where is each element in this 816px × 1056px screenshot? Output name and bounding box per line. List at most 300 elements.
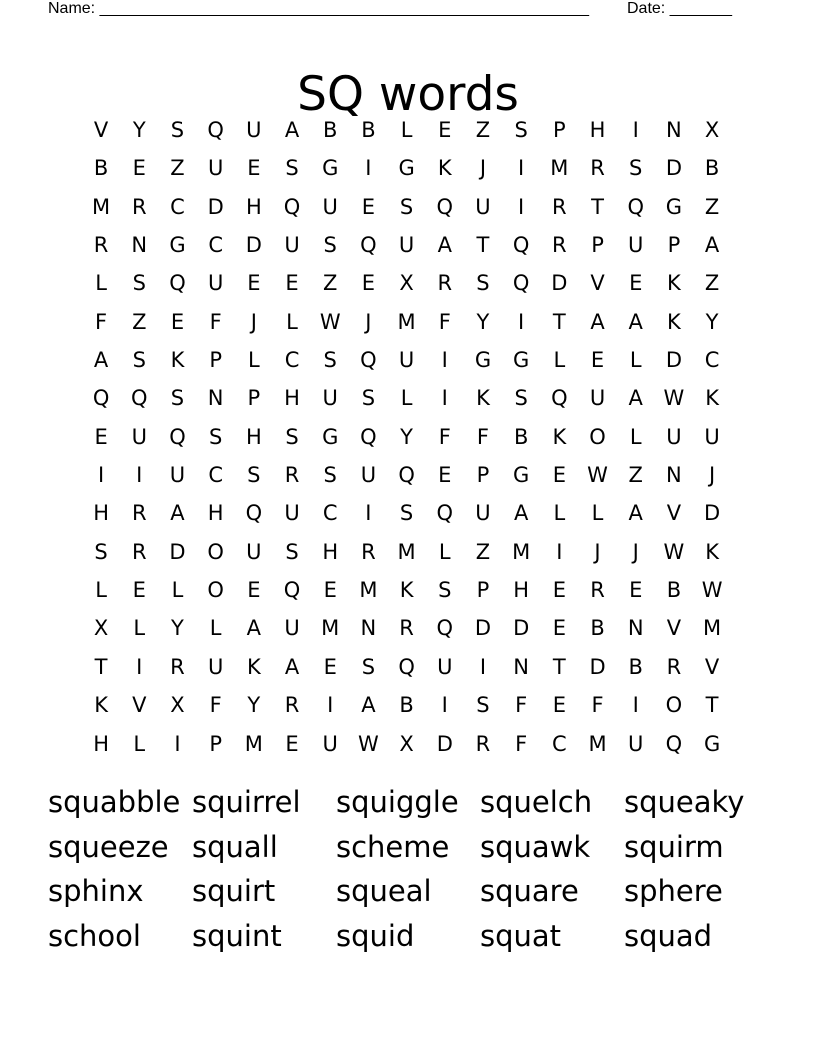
grid-letter[interactable]: E (94, 424, 108, 449)
grid-letter[interactable]: I (365, 501, 372, 526)
grid-letter[interactable]: R (437, 271, 453, 296)
grid-letter[interactable]: P (476, 578, 490, 603)
grid-letter[interactable]: N (666, 463, 682, 488)
grid-letter[interactable]: H (322, 539, 339, 564)
grid-letter[interactable]: W (663, 386, 685, 411)
grid-letter[interactable]: E (361, 271, 376, 296)
grid-letter[interactable]: A (628, 386, 643, 411)
grid-letter[interactable]: U (704, 424, 720, 449)
grid-letter[interactable]: D (474, 616, 492, 641)
grid-letter[interactable]: U (628, 233, 644, 258)
grid-letter[interactable]: C (704, 348, 720, 373)
grid-letter[interactable]: G (703, 731, 721, 756)
grid-letter[interactable]: L (400, 386, 413, 411)
grid-letter[interactable]: F (591, 693, 604, 718)
grid-letter[interactable]: I (632, 693, 639, 718)
grid-letter[interactable]: T (591, 194, 604, 219)
grid-letter[interactable]: D (436, 731, 453, 756)
grid-letter[interactable]: I (441, 693, 448, 718)
word-list-item: squad (624, 918, 713, 953)
grid-letter[interactable]: Q (512, 271, 530, 296)
grid-letter[interactable]: M (321, 616, 340, 641)
grid-letter[interactable]: W (701, 578, 723, 603)
grid-letter[interactable]: E (247, 271, 261, 296)
grid-letter[interactable]: D (245, 233, 262, 258)
grid-letter[interactable]: U (284, 616, 300, 641)
grid-letter[interactable]: H (589, 118, 606, 142)
grid-letter[interactable]: Q (360, 348, 377, 373)
word-list-row (48, 870, 768, 915)
grid-letter[interactable]: D (207, 194, 224, 219)
grid-letter[interactable]: L (553, 501, 566, 526)
grid-letter[interactable]: I (327, 693, 334, 718)
grid-letter[interactable]: U (169, 463, 186, 488)
grid-letter[interactable]: E (438, 463, 452, 488)
grid-letter[interactable]: K (170, 348, 185, 373)
grid-letter[interactable]: B (399, 693, 414, 718)
grid-letter[interactable]: U (628, 731, 644, 756)
grid-letter[interactable]: C (170, 194, 185, 219)
grid-letter[interactable]: L (591, 501, 604, 526)
grid-letter[interactable]: J (479, 156, 487, 181)
grid-letter[interactable]: B (590, 616, 605, 641)
grid-letter[interactable]: C (322, 501, 338, 526)
grid-letter[interactable]: L (95, 271, 107, 296)
grid-letter[interactable]: E (132, 578, 146, 603)
grid-letter[interactable]: E (590, 348, 605, 373)
grid-letter[interactable]: E (629, 271, 643, 296)
grid-letter[interactable]: P (209, 348, 222, 373)
grid-letter[interactable]: X (399, 731, 414, 756)
grid-letter[interactable]: I (136, 654, 143, 679)
grid-letter[interactable]: Q (283, 194, 301, 219)
grid-letter[interactable]: I (365, 156, 372, 181)
grid-letter[interactable]: D (169, 539, 186, 564)
grid-letter[interactable]: E (132, 156, 146, 181)
grid-letter[interactable]: S (132, 348, 146, 373)
grid-letter[interactable]: S (361, 386, 376, 411)
grid-letter[interactable]: Y (132, 118, 146, 142)
grid-letter[interactable]: S (476, 693, 490, 718)
grid-letter[interactable]: Q (131, 386, 148, 411)
grid-letter[interactable]: S (247, 463, 261, 488)
grid-letter[interactable]: Z (704, 194, 720, 219)
grid-letter[interactable]: A (284, 118, 300, 142)
grid-letter[interactable]: D (589, 654, 606, 679)
grid-letter[interactable]: W (663, 539, 685, 564)
grid-letter[interactable]: I (556, 539, 563, 564)
grid-letter[interactable]: D (551, 271, 568, 296)
grid-letter[interactable]: I (518, 309, 525, 334)
grid-letter[interactable]: S (399, 501, 414, 526)
grid-letter[interactable]: L (438, 539, 451, 564)
grid-letter[interactable]: H (245, 424, 262, 449)
grid-letter[interactable]: M (244, 731, 263, 756)
grid-letter[interactable]: V (704, 654, 720, 679)
grid-letter[interactable]: X (704, 118, 720, 142)
grid-letter[interactable]: H (245, 194, 262, 219)
grid-letter[interactable]: Z (170, 156, 185, 181)
grid-letter[interactable]: E (247, 578, 261, 603)
grid-letter[interactable]: A (361, 693, 376, 718)
grid-letter[interactable]: S (208, 424, 223, 449)
grid-letter[interactable]: R (552, 233, 567, 258)
grid-letter[interactable]: U (589, 386, 606, 411)
grid-letter[interactable]: G (398, 156, 415, 181)
grid-letter[interactable]: G (169, 233, 186, 258)
grid-letter[interactable]: S (285, 539, 299, 564)
grid-letter[interactable]: S (323, 348, 337, 373)
grid-letter[interactable]: E (323, 654, 337, 679)
grid-letter[interactable]: Y (247, 693, 261, 718)
grid-letter[interactable]: S (476, 271, 490, 296)
grid-letter[interactable]: R (131, 501, 147, 526)
grid-letter[interactable]: Z (704, 271, 720, 296)
grid-letter[interactable]: K (705, 386, 719, 411)
grid-letter[interactable]: G (513, 348, 530, 373)
grid-letter[interactable]: B (666, 578, 682, 603)
grid-letter[interactable]: U (398, 233, 415, 258)
grid-letter[interactable]: S (629, 156, 643, 181)
grid-letter[interactable]: F (95, 309, 108, 334)
grid-letter[interactable]: R (590, 156, 605, 181)
grid-letter[interactable]: D (665, 156, 682, 181)
grid-letter[interactable]: N (207, 386, 224, 411)
grid-letter[interactable]: H (207, 501, 224, 526)
grid-letter[interactable]: I (441, 386, 448, 411)
grid-letter[interactable]: W (319, 309, 341, 334)
grid-letter[interactable]: U (246, 539, 262, 564)
grid-letter[interactable]: U (666, 424, 682, 449)
grid-letter[interactable]: B (93, 156, 109, 181)
grid-letter[interactable]: S (514, 386, 528, 411)
grid-letter[interactable]: Q (92, 386, 110, 411)
grid-letter[interactable]: U (475, 194, 491, 219)
grid-row (82, 149, 732, 187)
date-field[interactable]: Date: _______ (627, 0, 732, 17)
grid-letter[interactable]: U (284, 233, 300, 258)
grid-letter[interactable]: T (476, 233, 490, 258)
grid-letter[interactable]: M (397, 539, 416, 564)
grid-letter[interactable]: F (438, 309, 451, 334)
grid-letter[interactable]: R (361, 539, 376, 564)
grid-letter[interactable]: L (133, 616, 146, 641)
grid-letter[interactable]: Y (705, 309, 719, 334)
grid-letter[interactable]: E (552, 463, 566, 488)
grid-letter[interactable]: K (246, 654, 261, 679)
grid-letter[interactable]: S (170, 118, 185, 142)
grid-letter[interactable]: A (93, 348, 109, 373)
grid-letter[interactable]: F (515, 693, 528, 718)
grid-letter[interactable]: P (209, 731, 222, 756)
grid-letter[interactable]: F (209, 309, 222, 334)
grid-letter[interactable]: Z (475, 539, 491, 564)
grid-letter[interactable]: T (552, 654, 566, 679)
grid-letter[interactable]: B (513, 424, 529, 449)
grid-letter[interactable]: U (246, 118, 262, 142)
grid-letter[interactable]: I (518, 156, 525, 181)
grid-letter[interactable]: M (588, 731, 607, 756)
grid-letter[interactable]: Q (360, 424, 377, 449)
grid-letter[interactable]: X (93, 616, 109, 641)
grid-letter[interactable]: V (590, 271, 605, 296)
grid-letter[interactable]: R (284, 693, 300, 718)
grid-letter[interactable]: A (628, 501, 643, 526)
grid-letter[interactable]: P (591, 233, 604, 258)
grid-letter[interactable]: Z (628, 463, 643, 488)
grid-letter[interactable]: Q (551, 386, 568, 411)
grid-letter[interactable]: Q (283, 578, 301, 603)
grid-letter[interactable]: J (708, 463, 716, 488)
grid-letter[interactable]: S (285, 156, 299, 181)
grid-letter[interactable]: U (322, 386, 338, 411)
grid-letter[interactable]: S (132, 271, 146, 296)
grid-letter[interactable]: Z (475, 118, 491, 142)
grid-letter[interactable]: K (399, 578, 414, 603)
grid-letter[interactable]: S (514, 118, 528, 142)
grid-letter[interactable]: M (359, 578, 378, 603)
grid-letter[interactable]: L (247, 348, 260, 373)
grid-letter[interactable]: U (284, 501, 300, 526)
grid-letter[interactable]: R (475, 731, 491, 756)
grid-letter[interactable]: L (133, 731, 146, 756)
grid-letter[interactable]: D (665, 348, 682, 373)
grid-letter[interactable]: R (552, 194, 567, 219)
grid-letter[interactable]: S (361, 654, 376, 679)
grid-letter[interactable]: Y (171, 616, 184, 641)
grid-letter[interactable]: V (666, 616, 682, 641)
grid-letter[interactable]: U (322, 194, 338, 219)
grid-letter[interactable]: P (667, 233, 681, 258)
grid-letter[interactable]: I (479, 654, 487, 679)
grid-letter[interactable]: L (400, 118, 413, 142)
grid-letter[interactable]: E (552, 616, 566, 641)
grid-letter[interactable]: D (513, 616, 530, 641)
grid-letter[interactable]: K (705, 539, 719, 564)
grid-letter[interactable]: E (552, 693, 566, 718)
grid-letter[interactable]: N (131, 233, 148, 258)
grid-letter[interactable]: Q (245, 501, 263, 526)
grid-letter[interactable]: N (513, 654, 530, 679)
grid-letter[interactable]: W (358, 731, 379, 756)
grid-letter[interactable]: W (587, 463, 608, 488)
grid-letter[interactable]: U (398, 348, 415, 373)
word-list-item: squat (480, 918, 562, 953)
grid-letter[interactable]: G (322, 156, 339, 181)
grid-letter[interactable]: G (665, 194, 683, 219)
grid-letter[interactable]: L (629, 348, 642, 373)
grid-letter[interactable]: L (629, 424, 642, 449)
grid-letter[interactable]: X (399, 271, 414, 296)
grid-letter[interactable]: Q (207, 118, 224, 142)
grid-letter[interactable]: M (703, 616, 722, 641)
grid-letter[interactable]: U (207, 271, 224, 296)
grid-letter[interactable]: M (92, 194, 111, 219)
grid-letter[interactable]: H (93, 731, 109, 756)
grid-letter[interactable]: K (476, 386, 490, 411)
grid-letter[interactable]: F (476, 424, 490, 449)
grid-letter[interactable]: N (627, 616, 644, 641)
grid-letter[interactable]: J (250, 309, 257, 334)
grid-letter[interactable]: Q (436, 616, 454, 641)
grid-letter[interactable]: E (285, 731, 299, 756)
grid-letter[interactable]: E (285, 271, 299, 296)
grid-letter[interactable]: E (552, 578, 566, 603)
grid-letter[interactable]: R (93, 233, 109, 258)
grid-letter[interactable]: U (322, 731, 338, 756)
grid-letter[interactable]: U (207, 156, 224, 181)
grid-letter[interactable]: Q (665, 731, 683, 756)
grid-letter[interactable]: E (361, 194, 376, 219)
grid-letter[interactable]: H (93, 501, 109, 526)
grid-letter[interactable]: R (131, 539, 147, 564)
grid-letter[interactable]: K (94, 693, 108, 718)
grid-letter[interactable]: A (284, 654, 300, 679)
grid-letter[interactable]: R (284, 463, 300, 488)
grid-letter[interactable]: P (247, 386, 261, 411)
grid-letter[interactable]: K (667, 271, 681, 296)
grid-letter[interactable]: I (136, 463, 143, 488)
grid-letter[interactable]: E (170, 309, 185, 334)
grid-letter[interactable]: T (552, 309, 566, 334)
grid-letter[interactable]: L (209, 616, 222, 641)
grid-letter[interactable]: S (438, 578, 452, 603)
grid-letter[interactable]: E (323, 578, 337, 603)
grid-letter[interactable]: D (704, 501, 721, 526)
grid-row (82, 303, 732, 341)
grid-letter[interactable]: M (512, 539, 531, 564)
grid-letter[interactable]: C (284, 348, 300, 373)
name-field[interactable]: Name: _______________________________________________________ (48, 0, 589, 17)
grid-letter[interactable]: Q (512, 233, 530, 258)
grid-letter[interactable]: J (594, 539, 601, 564)
grid-letter[interactable]: V (93, 118, 109, 142)
grid-letter[interactable]: K (552, 424, 567, 449)
grid-letter[interactable]: E (629, 578, 643, 603)
grid-letter[interactable]: J (632, 539, 639, 564)
grid-letter[interactable]: Q (169, 271, 186, 296)
grid-letter[interactable]: Q (398, 654, 415, 679)
grid-letter[interactable]: H (284, 386, 300, 411)
grid-letter[interactable]: V (666, 501, 682, 526)
grid-letter[interactable]: R (399, 616, 414, 641)
grid-letter[interactable]: L (171, 578, 184, 603)
grid-letter[interactable]: Q (360, 233, 377, 258)
grid-letter[interactable]: L (95, 578, 107, 603)
grid-letter[interactable]: U (131, 424, 147, 449)
grid-letter[interactable]: Q (436, 194, 454, 219)
grid-letter[interactable]: N (360, 616, 377, 641)
grid-letter[interactable]: A (437, 233, 452, 258)
grid-letter[interactable]: O (589, 424, 606, 449)
grid-letter[interactable]: G (474, 348, 492, 373)
grid-letter[interactable]: X (170, 693, 185, 718)
grid-letter[interactable]: R (666, 654, 682, 679)
grid-letter[interactable]: K (667, 309, 681, 334)
grid-letter[interactable]: T (705, 693, 719, 718)
grid-letter[interactable]: I (174, 731, 181, 756)
grid-letter[interactable]: A (704, 233, 720, 258)
grid-letter[interactable]: Y (476, 309, 490, 334)
grid-letter[interactable]: G (322, 424, 339, 449)
grid-letter[interactable]: U (207, 654, 224, 679)
grid-letter[interactable]: J (365, 309, 372, 334)
grid-letter[interactable]: I (97, 463, 105, 488)
grid-letter[interactable]: S (399, 194, 414, 219)
grid-letter[interactable]: E (247, 156, 261, 181)
grid-letter[interactable]: S (323, 233, 337, 258)
grid-letter[interactable]: F (515, 731, 528, 756)
grid-letter[interactable]: F (438, 424, 451, 449)
grid-letter[interactable]: N (666, 118, 682, 142)
grid-row (82, 188, 732, 226)
grid-letter[interactable]: I (518, 194, 525, 219)
grid-letter[interactable]: A (246, 616, 262, 641)
grid-letter[interactable]: S (285, 424, 299, 449)
grid-letter[interactable]: B (628, 654, 643, 679)
grid-letter[interactable]: G (513, 463, 530, 488)
grid-letter[interactable]: U (437, 654, 453, 679)
grid-letter[interactable]: I (441, 348, 448, 373)
grid-letter[interactable]: L (286, 309, 298, 334)
grid-letter[interactable]: C (552, 731, 567, 756)
grid-letter[interactable]: A (628, 309, 643, 334)
grid-letter[interactable]: V (132, 693, 147, 718)
grid-letter[interactable]: P (476, 463, 490, 488)
grid-letter[interactable]: Q (627, 194, 644, 219)
grid-letter[interactable]: C (208, 233, 223, 258)
grid-row (82, 494, 732, 532)
grid-letter[interactable]: P (553, 118, 566, 142)
grid-letter[interactable]: U (360, 463, 377, 488)
grid-letter[interactable]: Z (132, 309, 147, 334)
grid-letter[interactable]: A (170, 501, 185, 526)
grid-letter[interactable]: Q (398, 463, 415, 488)
grid-letter[interactable]: O (665, 693, 683, 718)
grid-letter[interactable]: S (170, 386, 185, 411)
grid-letter[interactable]: S (94, 539, 108, 564)
grid-letter[interactable]: S (323, 463, 337, 488)
grid-row (82, 533, 732, 571)
grid-letter[interactable]: F (209, 693, 222, 718)
grid-row (82, 571, 732, 609)
grid-letter[interactable]: B (704, 156, 720, 181)
grid-letter[interactable]: E (438, 118, 452, 142)
grid-letter[interactable]: U (475, 501, 491, 526)
grid-letter[interactable]: B (361, 118, 376, 142)
grid-letter[interactable]: Z (323, 271, 338, 296)
grid-letter[interactable]: A (513, 501, 529, 526)
grid-letter[interactable]: R (590, 578, 605, 603)
grid-letter[interactable]: O (207, 539, 224, 564)
grid-letter[interactable]: L (553, 348, 566, 373)
grid-letter[interactable]: M (550, 156, 569, 181)
grid-letter[interactable]: I (632, 118, 639, 142)
grid-letter[interactable]: H (513, 578, 530, 603)
grid-letter[interactable]: O (207, 578, 224, 603)
grid-letter[interactable]: Y (400, 424, 413, 449)
grid-letter[interactable]: A (590, 309, 605, 334)
grid-letter[interactable]: T (94, 654, 108, 679)
grid-letter[interactable]: Q (169, 424, 186, 449)
grid-letter[interactable]: R (170, 654, 185, 679)
grid-letter[interactable]: M (397, 309, 416, 334)
grid-letter[interactable]: C (208, 463, 223, 488)
grid-letter[interactable]: K (437, 156, 452, 181)
grid-letter[interactable]: R (131, 194, 147, 219)
grid-letter[interactable]: Q (436, 501, 454, 526)
grid-letter[interactable]: B (323, 118, 338, 142)
